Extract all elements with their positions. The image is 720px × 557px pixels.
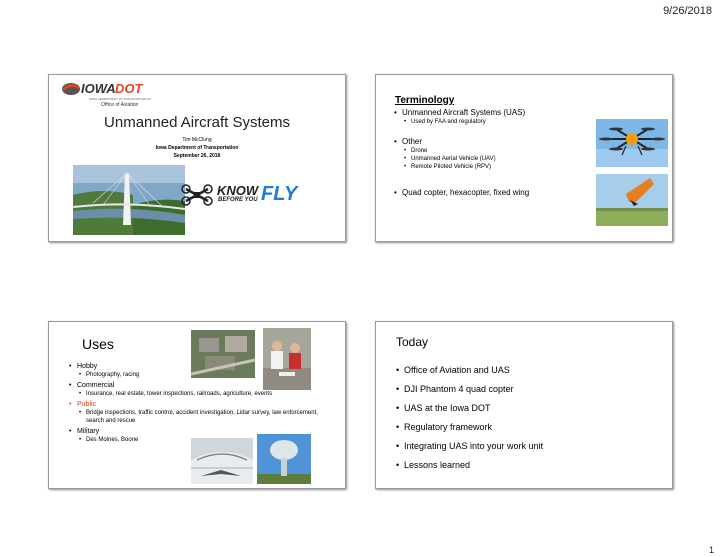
sub-bullet-item: • Bridge inspections, traffic control, accident investigation, Lidar survey, law enforcement, search and rescue [69,409,326,425]
bullet-item: • Quad copter, hexacopter, fixed wing [394,188,604,198]
logo-office: Office of Aviation [101,102,139,108]
slide-title: Uses [82,336,114,352]
bridge-photo [73,165,185,235]
organization-name: Iowa Department of Transportation [155,145,239,151]
sub-bullet-item: • Drone [394,147,604,155]
logo-iowa-text: IOWA [81,81,116,96]
bullet-item: • Lessons learned [396,459,656,471]
presenter-name: Tim McClung [182,137,212,143]
logo-tagline: IOWA DEPARTMENT OF TRANSPORTATION [89,97,151,101]
bullet-item: • Integrating UAS into your work unit [396,440,656,452]
people-with-drone-photo [263,328,311,390]
fixed-wing-photo [596,174,668,226]
bullet-item: • Unmanned Aircraft Systems (UAS) [394,108,604,118]
drone-icon [181,184,213,206]
bullet-item: • Commercial [69,381,329,390]
slide-4-today [375,321,673,489]
logo-dot-text: DOT [115,81,143,96]
bullet-item: • Military [69,427,329,436]
kbyf-fly: FLY [261,183,298,205]
slide-title: Unmanned Aircraft Systems [104,114,290,131]
swoosh-icon [61,82,81,96]
bullet-item: • Hobby [69,362,329,371]
bullet-item: • DJI Phantom 4 quad copter [396,383,656,395]
iowa-dot-logo [61,81,151,111]
bullet-item-highlighted: • Public [69,400,329,409]
hexacopter-photo [596,119,668,167]
print-date: 9/26/2018 [663,5,712,17]
bullet-item: • UAS at the Iowa DOT [396,402,656,414]
slide-title: Today [396,335,429,349]
slide-1-title [48,74,346,242]
bullet-list [394,108,604,198]
sub-bullet-item: • Remote Piloted Vehicle (RPV) [394,163,604,171]
slide-title: Terminology [395,95,455,106]
bullet-item: • Regulatory framework [396,421,656,433]
sub-bullet-item: • Des Moines, Boone [69,436,329,444]
page-number: 1 [708,545,714,555]
kbyf-know: KNOW [217,183,259,198]
slide-2-terminology [375,74,673,242]
water-tower-photo [257,434,311,484]
bullet-list [396,364,656,478]
slide-3-uses [48,321,346,489]
bullet-item: • Other [394,137,604,147]
aerial-photo [191,330,255,378]
sub-bullet-item: • Photography, racing [69,371,329,379]
sub-bullet-item: • Unmanned Aerial Vehicle (UAV) [394,155,604,163]
presentation-date: September 26, 2018 [173,153,221,159]
bullet-item: • Office of Aviation and UAS [396,364,656,376]
know-before-you-fly-logo [181,183,321,213]
sub-bullet-item: • Insurance, real estate, tower inspections, railroads, agriculture, events [69,390,329,398]
military-hangar-photo [191,438,253,484]
sub-bullet-item: • Used by FAA and regulatory [394,118,604,126]
kbyf-before-you: BEFORE YOU [218,197,258,203]
